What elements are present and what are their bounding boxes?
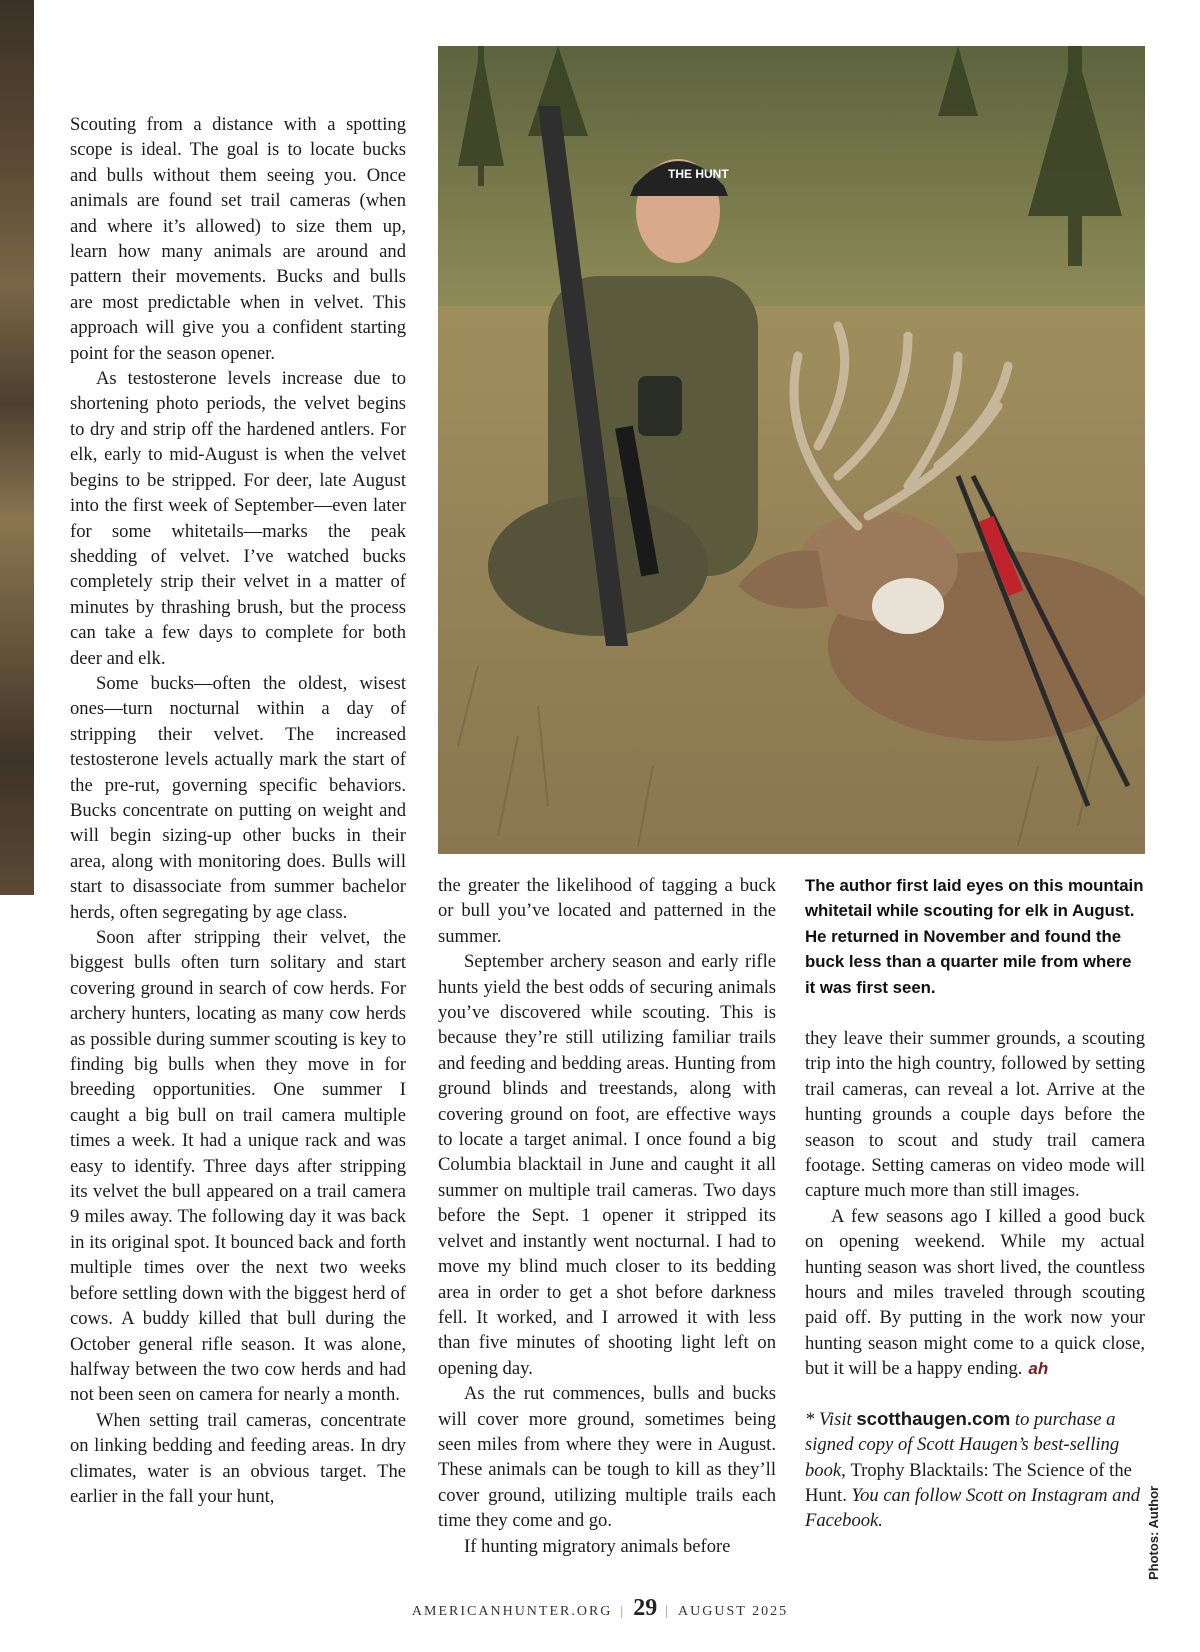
paragraph: Scouting from a distance with a spotting scope is ideal. The goal is to locate bucks and bulls without them seeing you. Once animals are found set trail cameras (when and where it’s allowed) to size them up, learn how many animals are around and pattern their movements. Bucks and bulls are most predictable when in velvet. This approach will give you a confident starting point for the season opener. — [70, 114, 406, 364]
photo-illustration — [438, 46, 1145, 854]
visit-middle: to purchase a signed copy of Scott Haugen’s best-selling book, — [805, 1408, 1120, 1481]
paragraph: the greater the likelihood of tagging a buck or bull you’ve located and patterned in the summer. — [438, 875, 776, 947]
paragraph: If hunting migratory animals before — [464, 1535, 731, 1557]
article-column-3 — [805, 1026, 1145, 1534]
footer-issue: AUGUST 2025 — [678, 1604, 789, 1619]
end-mark-icon: ah — [1028, 1359, 1049, 1379]
paragraph: Soon after stripping their velvet, the biggest bulls often turn solitary and start covering ground in search of cow herds. For archery hunters, locating as many cow herds as possible during summer scouting is key to finding big bulls when they move in for breeding opportunities. One summer I caught a big bull on trail camera multiple times a week. It had a unique rack and was easy to identify. Three days after stripping its velvet the bull appeared on a trail camera 9 miles away. The following day it was back in its original spot. It bounced back and forth multiple times over the next two weeks before settling down with the biggest herd of cows. A buddy killed that bull during the October general rifle season. It was alone, halfway between the two cow herds and had not been seen on camera for nearly a month. — [70, 927, 406, 1406]
photo-credit: Photos: Author — [1146, 1485, 1161, 1580]
paragraph: As testosterone levels increase due to shortening photo periods, the velvet begins to dry and strip off the hardened antlers. For elk, early to mid-August is when the velvet begins to be stripped. For deer, late August into the first week of September—even later for some whitetails—marks the peak shedding of velvet. I’ve watched bucks completely strip their velvet in a matter of minutes by thrashing brush, but the process can take a few days to complete for both deer and elk. — [70, 368, 406, 669]
side-photo-strip — [0, 0, 34, 895]
book-title: Trophy Blacktails: The Science of the Hunt. — [805, 1459, 1132, 1506]
visit-suffix: You can follow Scott on Instagram and Facebook. — [805, 1484, 1141, 1532]
paragraph: Some bucks—often the oldest, wisest ones—turn nocturnal within a day of stripping their velvet. The increased testosterone levels actually mark the start of the pre-rut, governing specific behaviors. Bucks concentrate on putting on weight and will begin sizing-up other bucks in their area, along with monitoring does. Bulls will start to disassociate from summer bachelor herds, often segregating by age class. — [70, 672, 406, 923]
article-column-2 — [438, 873, 776, 1559]
paragraph: As the rut commences, bulls and bucks will cover more ground, sometimes being seen miles from where they were in August. These animals can be tough to kill as they’ll cover ground, utilizing multiple trails each time they come and go. — [438, 1383, 776, 1532]
hunter-with-buck-photo — [438, 46, 1145, 854]
paragraph: When setting trail cameras, concentrate on linking bedding and feeding areas. In dry climates, water is an obvious target. The earlier in the fall your hunt, — [70, 1409, 406, 1507]
page-number: 29 — [633, 1595, 658, 1621]
article-column-1 — [70, 112, 406, 1509]
paragraph-final — [805, 1204, 1145, 1382]
author-note — [805, 1406, 1145, 1534]
footer-separator: | — [620, 1604, 626, 1619]
paragraph: they leave their summer grounds, a scouting trip into the high country, followed by setting trail cameras, can reveal a lot. Arrive at the hunting grounds a couple days before the season to scout and study trail camera footage. Setting cameras on video mode will capture much more than still images. — [805, 1028, 1145, 1202]
paragraph-text: A few seasons ago I killed a good buck on opening weekend. While my actual hunting season was short lived, the countless hours and miles traveled through scouting paid off. By putting in the work now your hunting season might come to a quick close, but it will be a happy ending. — [805, 1205, 1145, 1380]
page-footer — [0, 1595, 1200, 1622]
cap-logo: THE HUNT — [668, 167, 729, 181]
website-link[interactable]: scotthaugen.com — [856, 1407, 1011, 1429]
photo-caption: The author first laid eyes on this mountain whitetail while scouting for elk in August. He returned in November and found the buck less than a quarter mile from where it was first seen. — [805, 876, 1144, 997]
footer-separator: | — [665, 1604, 671, 1619]
paragraph: September archery season and early rifle hunts yield the best odds of securing animals you’ve discovered while scouting. This is because they’re still utilizing familiar trails and feeding and bedding areas. Hunting from ground blinds and treestands, along with covering ground on foot, are effective ways to locate a target animal. I once found a big Columbia blacktail in June and caught it all summer on multiple trail cameras. Two days before the Sept. 1 opener it stripped its velvet and instantly went nocturnal. I had to move my blind much closer to its bedding area in order to get a shot before darkness fell. It worked, and I arrowed it with less than five minutes of shooting light left on opening day. — [438, 951, 776, 1379]
footer-site: AMERICANHUNTER.ORG — [411, 1604, 613, 1619]
visit-prefix: * Visit — [805, 1408, 857, 1430]
